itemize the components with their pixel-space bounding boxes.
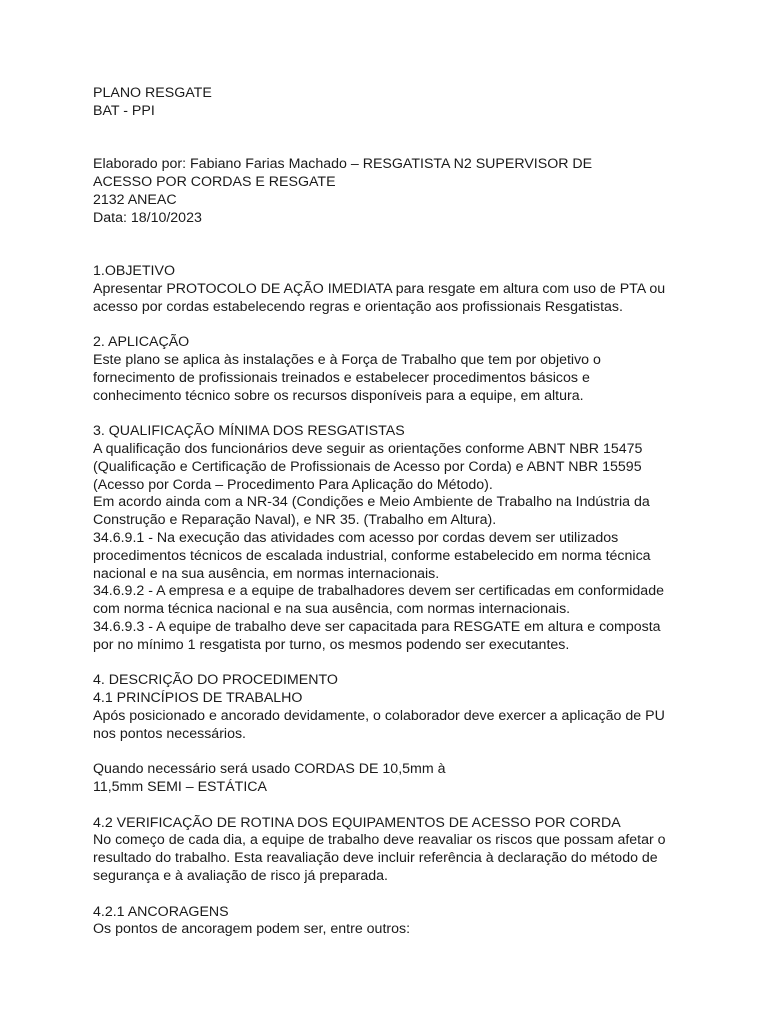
paragraph-line: (Acesso por Corda – Procedimento Para Aplicação do Método). — [93, 476, 493, 493]
paragraph-line: 11,5mm SEMI – ESTÁTICA — [93, 779, 267, 796]
section-aplicacao — [93, 334, 733, 405]
subsection-heading: 4.2 VERIFICAÇÃO DE ROTINA DOS EQUIPAMENTOS DE ACESSO POR CORDA — [93, 814, 621, 831]
spacer — [93, 743, 733, 761]
paragraph-line: No começo de cada dia, a equipe de trabalho deve reavaliar os riscos que possam afetar o — [93, 832, 666, 849]
paragraph-line: (Qualificação e Certificação de Profissionais de Acesso por Corda) e ABNT NBR 15595 — [93, 458, 642, 475]
paragraph-line: A qualificação dos funcionários deve seguir as orientações conforme ABNT NBR 15475 — [93, 440, 643, 457]
author-block — [93, 156, 733, 227]
paragraph-line: conhecimento técnico sobre os recursos disponíveis para a equipe, em altura. — [93, 387, 584, 404]
section-heading: 4. DESCRIÇÃO DO PROCEDIMENTO — [93, 672, 338, 689]
paragraph-line: Quando necessário será usado CORDAS DE 10,5mm à — [93, 761, 446, 778]
document-body — [93, 85, 733, 939]
paragraph-line: Este plano se aplica às instalações e à Força de Trabalho que tem por objetivo o — [93, 351, 601, 368]
spacer — [93, 138, 733, 156]
paragraph-line: Os pontos de ancoragem podem ser, entre outros: — [93, 921, 411, 938]
section-heading: 2. APLICAÇÃO — [93, 334, 190, 351]
document-subtitle: BAT - PPI — [93, 102, 155, 119]
paragraph-line: 34.6.9.1 - Na execução das atividades com acesso por cordas devem ser utilizados — [93, 529, 619, 546]
paragraph-line: nacional e na sua ausência, em normas internacionais. — [93, 565, 440, 582]
subsection-heading: 4.2.1 ANCORAGENS — [93, 903, 229, 920]
section-procedimento — [93, 672, 733, 939]
paragraph-line: segurança e à avaliação de risco já preparada. — [93, 868, 388, 885]
spacer — [93, 655, 733, 673]
paragraph-line: Após posicionado e ancorado devidamente, o colaborador deve exercer a aplicação de PU — [93, 707, 665, 724]
paragraph-line: com norma técnica nacional e na sua ausência, com normas internacionais. — [93, 601, 571, 618]
author-line: Elaborado por: Fabiano Farias Machado – RESGATISTA N2 SUPERVISOR DE — [93, 156, 593, 173]
date-line: Data: 18/10/2023 — [93, 209, 202, 226]
paragraph-line: fornecimento de profissionais treinados e estabelecer procedimentos básicos e — [93, 369, 590, 386]
paragraph-line: 34.6.9.3 - A equipe de trabalho deve ser capacitada para RESGATE em altura e composta — [93, 618, 661, 635]
spacer — [93, 886, 733, 904]
paragraph-line: resultado do trabalho. Esta reavaliação deve incluir referência à declaração do método de — [93, 850, 658, 867]
paragraph-line: 34.6.9.2 - A empresa e a equipe de trabalhadores devem ser certificadas em conformidade — [93, 583, 664, 600]
paragraph-line: Em acordo ainda com a NR-34 (Condições e Meio Ambiente de Trabalho na Indústria da — [93, 494, 650, 511]
spacer — [93, 797, 733, 815]
paragraph-line: acesso por cordas estabelecendo regras e orientação aos profissionais Resgatistas. — [93, 298, 623, 315]
paragraph-line: procedimentos técnicos de escalada industrial, conforme estabelecido em norma técnica — [93, 547, 651, 564]
spacer — [93, 227, 733, 245]
section-qualificacao — [93, 423, 733, 654]
document-title: PLANO RESGATE — [93, 85, 212, 101]
spacer — [93, 245, 733, 263]
paragraph-line: Apresentar PROTOCOLO DE AÇÃO IMEDIATA para resgate em altura com uso de PTA ou — [93, 280, 666, 297]
registration-line: 2132 ANEAC — [93, 191, 177, 208]
subsection-heading: 4.1 PRINCÍPIOS DE TRABALHO — [93, 690, 303, 707]
section-heading: 3. QUALIFICAÇÃO MÍNIMA DOS RESGATISTAS — [93, 423, 405, 440]
section-heading: 1.OBJETIVO — [93, 262, 175, 279]
section-objetivo — [93, 263, 733, 316]
spacer — [93, 316, 733, 334]
author-role-line: ACESSO POR CORDAS E RESGATE — [93, 173, 336, 190]
paragraph-line: Construção e Reparação Naval), e NR 35. (Trabalho em Altura). — [93, 512, 497, 529]
paragraph-line: por no mínimo 1 resgatista por turno, os mesmos podendo ser executantes. — [93, 636, 570, 653]
spacer — [93, 121, 733, 139]
spacer — [93, 405, 733, 423]
paragraph-line: nos pontos necessários. — [93, 725, 247, 742]
